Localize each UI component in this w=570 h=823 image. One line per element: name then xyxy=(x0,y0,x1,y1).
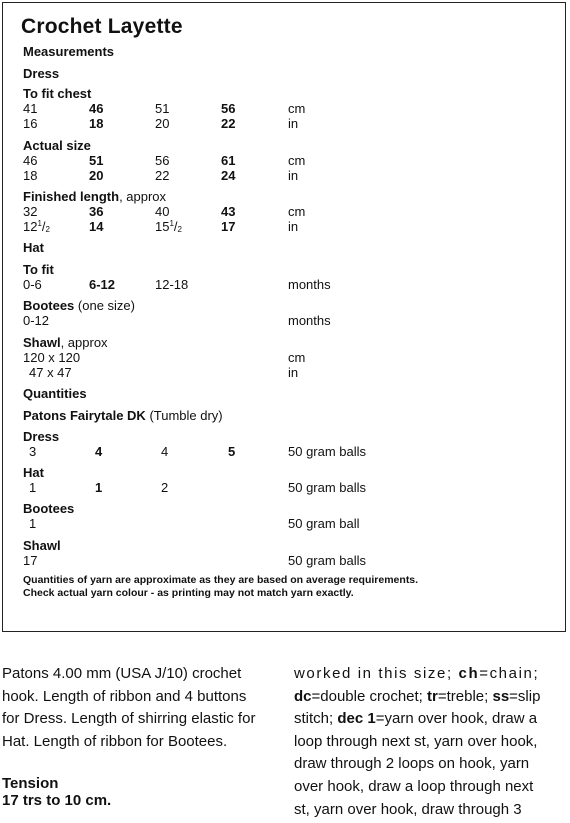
quantities-note-1: Quantities of yarn are approximate as they are based on average requirements. xyxy=(23,574,419,586)
qty-shawl-row: 17 50 gram balls xyxy=(23,553,367,568)
bootees-row: 0-12 months xyxy=(23,313,331,328)
materials-line-2: hook. Length of ribbon and 4 buttons xyxy=(2,687,247,705)
abbr-line-7: st, yarn over hook, draw through 3 xyxy=(294,800,522,818)
quantities-note-2: Check actual yarn colour - as printing may not match yarn exactly. xyxy=(23,587,354,599)
length-in-row: $12^1/_2$ 14 $15^1/_2$ 17 in xyxy=(23,219,299,234)
abbr-line-2: dc=double crochet; tr=treble; ss=slip xyxy=(294,687,541,705)
qty-shawl-label: Shawl xyxy=(23,538,61,553)
qty-dress-label: Dress xyxy=(23,429,60,444)
hat-heading: Hat xyxy=(23,240,44,255)
abbr-line-1: worked in this size; ch=chain; xyxy=(294,665,540,682)
bootees-heading: Bootees (one size) xyxy=(23,298,135,313)
actual-cm-row: 46 51 56 61 cm xyxy=(23,153,306,168)
hat-fit-label: To fit xyxy=(23,262,54,277)
yarn-line: Patons Fairytale DK (Tumble dry) xyxy=(23,408,223,423)
abbr-line-4: loop through next st, yarn over hook, xyxy=(294,732,538,750)
shawl-in-row: 47 x 47 in xyxy=(29,365,299,380)
abbr-line-6: over hook, draw a loop through next xyxy=(294,777,534,795)
materials-line-4: Hat. Length of ribbon for Bootees. xyxy=(2,732,228,750)
shawl-heading: Shawl, approx xyxy=(23,335,108,350)
finished-length-label: Finished length, approx xyxy=(23,189,167,204)
materials-column xyxy=(2,663,274,809)
page-title: Crochet Layette xyxy=(21,15,183,38)
qty-bootees-row: 1 50 gram ball xyxy=(29,516,360,531)
shawl-cm-row: 120 x 120 cm xyxy=(23,350,306,365)
length-cm-row: 32 36 40 43 cm xyxy=(23,204,306,219)
chest-in-row: 16 18 20 22 in xyxy=(23,116,299,131)
abbr-line-5: draw through 2 loops on hook, yarn xyxy=(294,755,530,773)
actual-in-row: 18 20 22 24 in xyxy=(23,168,299,183)
qty-dress-row: 3 4 4 5 50 gram balls xyxy=(29,444,367,459)
materials-line-1: Patons 4.00 mm (USA J/10) crochet xyxy=(2,665,242,682)
measurements-heading: Measurements xyxy=(23,44,115,59)
qty-hat-label: Hat xyxy=(23,465,44,480)
abbr-line-3: stitch; dec 1=yarn over hook, draw a xyxy=(294,710,538,728)
abbreviations-column xyxy=(294,663,570,821)
chest-label: To fit chest xyxy=(23,86,92,101)
measurements-box xyxy=(2,2,566,632)
hat-fit-row: 0-6 6-12 12-18 months xyxy=(23,277,331,292)
quantities-heading: Quantities xyxy=(23,386,87,401)
tension-heading: Tension xyxy=(2,775,59,793)
materials-line-3: for Dress. Length of shirring elastic for xyxy=(2,710,256,728)
tension-value: 17 trs to 10 cm. xyxy=(2,792,112,810)
qty-hat-row: 1 1 2 50 gram balls xyxy=(29,480,367,495)
dress-heading: Dress xyxy=(23,66,60,81)
actual-size-label: Actual size xyxy=(23,138,91,153)
chest-cm-row: 41 46 51 56 cm xyxy=(23,101,306,116)
qty-bootees-label: Bootees xyxy=(23,501,75,516)
